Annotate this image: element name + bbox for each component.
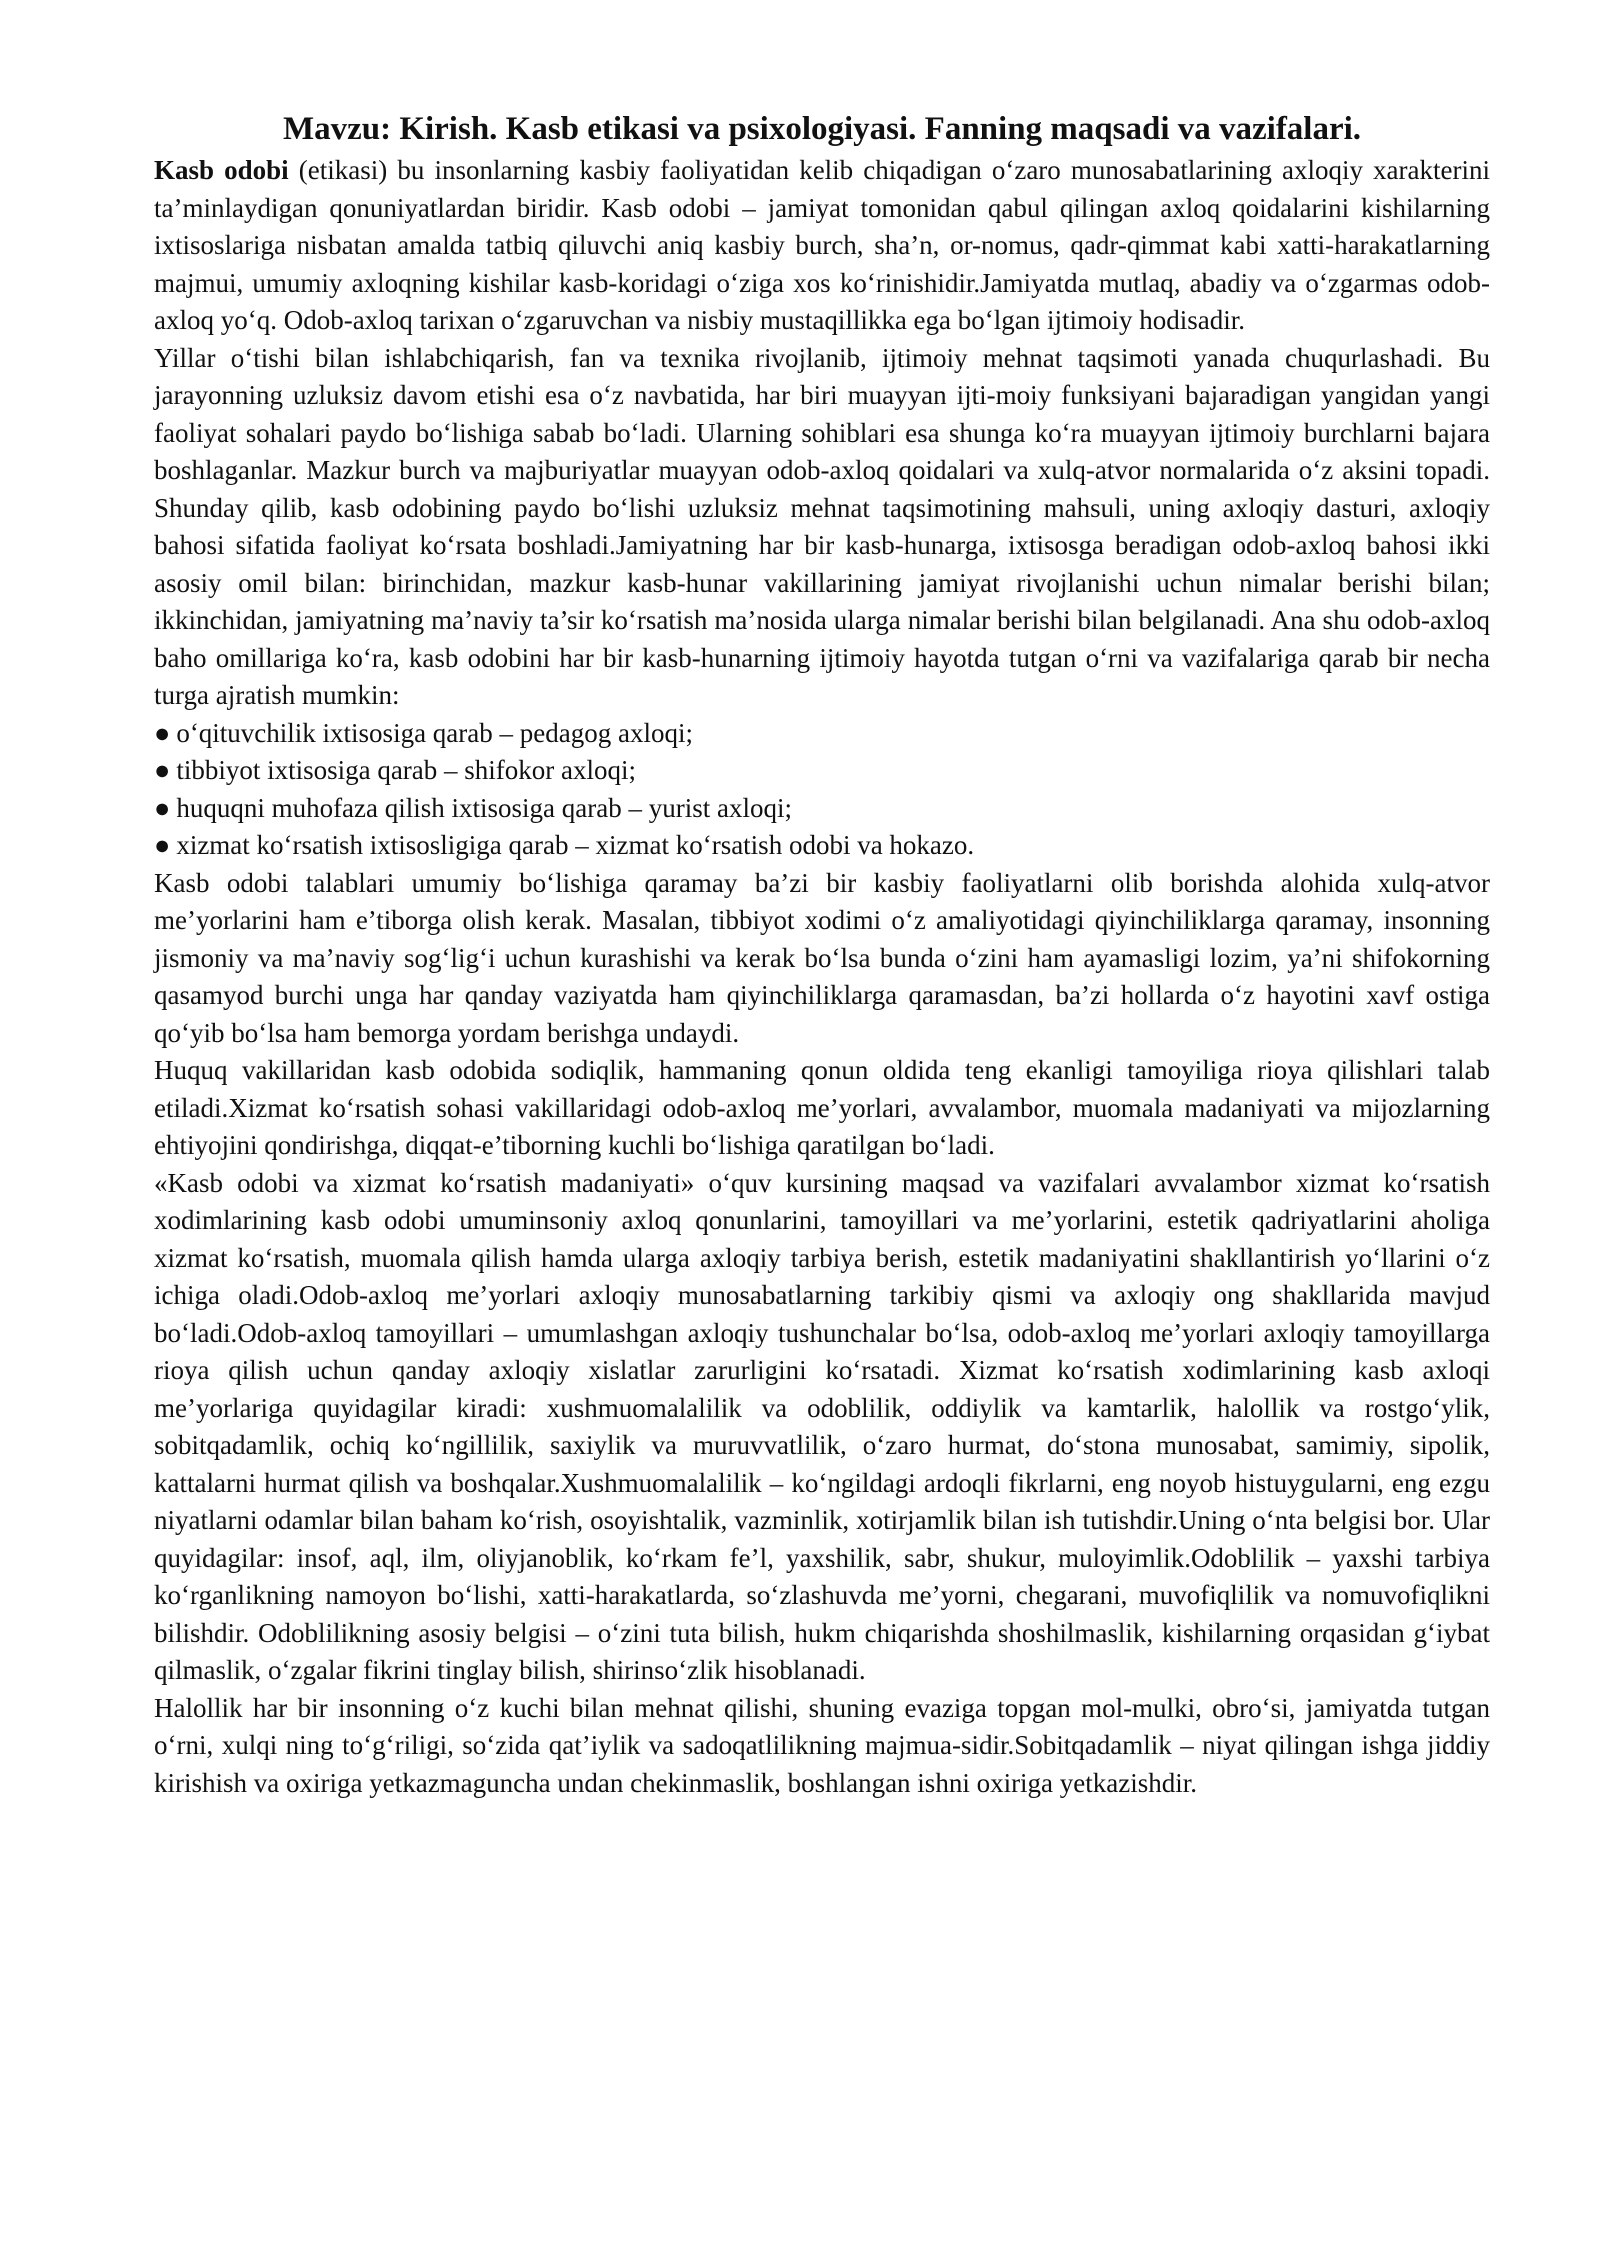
page-title: Mavzu: Kirish. Kasb etikasi va psixologiyasi. Fanning maqsadi va vazifalari.	[282, 111, 1362, 147]
list-item	[154, 827, 1490, 865]
paragraph-1	[154, 152, 1490, 340]
paragraph-1-text: (etikasi) bu insonlarning kasbiy faoliyatidan kelib chiqadigan o‘zaro munosabatlarining axloqiy xarakterini ta’minlaydigan qonuniyatlardan biridir. Kasb odobi – jamiyat tomonidan qabul qilingan axloq qoidalarini kishilarning ixtisoslariga nisbatan amalda tatbiq qiluvchi aniq kasbiy burch, sha’n, or-nomus, qadr-qimmat kabi xatti-harakatlarning majmui, umumiy axloqning kishilar kasb-koridagi o‘ziga xos ko‘rinishidir.Jamiyatda mutlaq, abadiy va o‘zgarmas odob-axloq yo‘q. Odob-axloq tarixan o‘zgaruvchan va nisbiy mustaqillikka ega bo‘lgan ijtimoiy hodisadir.	[154, 155, 1490, 335]
paragraph-5: «Kasb odobi va xizmat ko‘rsatish madaniyati» o‘quv kursining maqsad va vazifalari avvalambor xizmat ko‘rsatish xodimlarining kasb odobi umuminsoniy axloq qonunlarini, tamoyillari va me’yorlarini, estetik qadriyatlarini aholiga xizmat ko‘rsatish, muomala qilish hamda ularga axloqiy tarbiya berish, estetik madaniyatini shakllantirish yo‘llarini o‘z ichiga oladi.Odob-axloq me’yorlari axloqiy munosabatlarning tarkibiy qismi va axloqiy ong shakllarida mavjud bo‘ladi.Odob-axloq tamoyillari – umumlashgan axloqiy tushunchalar bo‘lsa, odob-axloq me’yorlari axloqiy tamoyillarga rioya qilish uchun qanday axloqiy xislatlar zarurligini ko‘rsatadi. Xizmat ko‘rsatish xodimlarining kasb axloqi me’yorlariga quyidagilar kiradi: xushmuomalalilik va odoblilik, oddiylik va kamtarlik, halollik va rostgo‘ylik, sobitqadamlik, ochiq ko‘ngillilik, saxiylik va muruvvatlilik, o‘zaro hurmat, do‘stona munosabat, samimiy, sipolik, kattalarni hurmat qilish va boshqalar.Xushmuomalalilik – ko‘ngildagi ardoqli fikrlarni, eng noyob histuygularni, eng ezgu niyatlarni odamlar bilan baham ko‘rish, osoyishtalik, vazminlik, xotirjamlik bilan ish tutishdir.Uning o‘nta belgisi bor. Ular quyidagilar: insof, aql, ilm, oliyjanoblik, ko‘rkam fe’l, yaxshilik, sabr, shukur, muloyimlik.Odoblilik – yaxshi tarbiya ko‘rganlikning namoyon bo‘lishi, xatti-harakatlarda, so‘zlashuvda me’yorni, chegarani, muvofiqlilik va nomuvofiqlikni bilishdir. Odoblilikning asosiy belgisi – o‘zini tuta bilish, hukm chiqarishda shoshilmaslik, kishilarning orqasidan g‘iybat qilmaslik, o‘zgalar fikrini tinglay bilish, shirinso‘zlik hisoblanadi.	[154, 1167, 1490, 1685]
list-item-text: huquqni muhofaza qilish ixtisosiga qarab – yurist axloqi;	[176, 792, 792, 823]
bullet-icon: ●	[154, 717, 171, 748]
list-item-text: tibbiyot ixtisosiga qarab – shifokor axloqi;	[176, 755, 637, 785]
bullet-list	[154, 715, 1490, 865]
paragraph-3: Kasb odobi talablari umumiy bo‘lishiga qaramay ba’zi bir kasbiy faoliyatlarni olib borishda alohida xulq-atvor me’yorlarini ham e’tiborga olish kerak. Masalan, tibbiyot xodimi o‘z amaliyotidagi qiyinchiliklarga qaramay, insonning jismoniy va ma’naviy sog‘lig‘i uchun kurashishi va kerak bo‘lsa bunda o‘zini ham ayamasligi lozim, ya’ni shifokorning qasamyod burchi unga har qanday vaziyatda ham qiyinchiliklarga qaramasdan, ba’zi hollarda o‘z hayotini xavf ostiga qo‘yib bo‘lsa ham bemorga yordam berishga undaydi.	[154, 867, 1490, 1048]
paragraph-4: Huquq vakillaridan kasb odobida sodiqlik, hammaning qonun oldida teng ekanligi tamoyiliga rioya qilishlari talab etiladi.Xizmat ko‘rsatish sohasi vakillaridagi odob-axloq me’yorlari, avvalambor, muomala madaniyati va mijozlarning ehtiyojini qondirishga, diqqat-e’tiborning kuchli bo‘lishiga qaratilgan bo‘ladi.	[154, 1055, 1490, 1160]
bullet-icon: ●	[154, 830, 171, 860]
list-item	[154, 752, 1490, 790]
list-item	[154, 715, 1490, 753]
paragraph-2: Yillar o‘tishi bilan ishlabchiqarish, fan va texnika rivojlanib, ijtimoiy mehnat taqsimoti yanada chuqurlashadi. Bu jarayonning uzluksiz davom etishi esa o‘z navbatida, har biri muayyan ijti-moiy funksiyani bajaradigan yangidan yangi faoliyat sohalari paydo bo‘lishiga sabab bo‘ladi. Ularning sohiblari esa shunga ko‘ra muayyan ijtimoiy burchlarni bajara boshlaganlar. Mazkur burch va majburiyatlar muayyan odob-axloq qoidalari va xulq-atvor normalarida o‘z aksini topadi. Shunday qilib, kasb odobining paydo bo‘lishi uzluksiz mehnat taqsimotining mahsuli, uning axloqiy dasturi, axloqiy bahosi sifatida faoliyat ko‘rsata boshladi.Jamiyatning har bir kasb-hunarga, ixtisosga beradigan odob-axloq bahosi ikki asosiy omil bilan: birinchidan, mazkur kasb-hunar vakillarining jamiyat rivojlanishi uchun nimalar berishi bilan; ikkinchidan, jamiyatning ma’naviy ta’sir ko‘rsatish ma’nosida ularga nimalar berishi bilan belgilanadi. Ana shu odob-axloq baho omillariga ko‘ra, kasb odobini har bir kasb-hunarning ijtimoiy hayotda tutgan o‘rni va vazifalariga qarab bir necha turga ajratish mumkin:	[154, 342, 1490, 710]
intro-term: Kasb odobi	[154, 155, 289, 185]
paragraph-6: Halollik har bir insonning o‘z kuchi bilan mehnat qilishi, shuning evaziga topgan mol-mulki, obro‘si, jamiyatda tutgan o‘rni, xulqi ning to‘g‘riligi, so‘zida qat’iylik va sadoqatlilikning majmua-sidir.Sobitqadamlik – niyat qilingan ishga jiddiy kirishish va oxiriga yetkazmaguncha undan chekinmaslik, boshlangan ishni oxiriga yetkazishdir.	[154, 1692, 1490, 1798]
bullet-icon: ●	[154, 792, 171, 823]
list-item-text: o‘qituvchilik ixtisosiga qarab – pedagog axloqi;	[176, 717, 693, 748]
list-item-text: xizmat ko‘rsatish ixtisosligiga qarab – xizmat ko‘rsatish odobi va hokazo.	[176, 830, 975, 860]
document-page	[154, 108, 1490, 1802]
list-item	[154, 790, 1490, 828]
bullet-icon: ●	[154, 755, 171, 785]
